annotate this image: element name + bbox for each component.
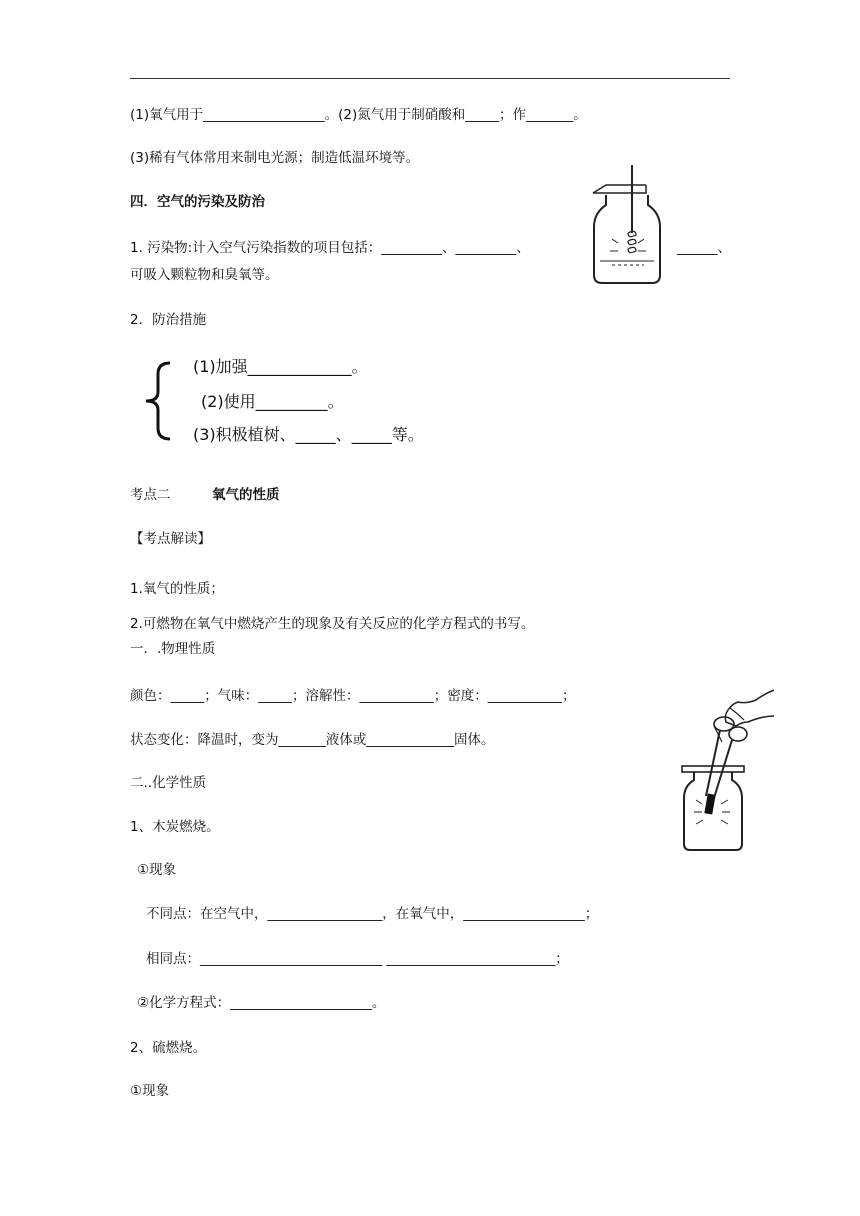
noble-gas-uses-line: (3)稀有气体常用来制电光源；制造低温环境等。	[130, 150, 420, 166]
prevention-heading: 2．防治措施	[130, 312, 207, 328]
measure-1: (1)加强_____________。	[193, 357, 368, 376]
sulfur-burning-heading: 2、硫燃烧。	[130, 1040, 207, 1056]
oxygen-nitrogen-uses-line: (1)氧气用于__________________。(2)氮气用于制硝酸和_____；作_______。	[130, 107, 587, 123]
pollutants-line-tail: ______、	[677, 240, 731, 256]
charcoal-phenomenon-label: ①现象	[137, 862, 177, 878]
left-brace-icon	[140, 360, 176, 442]
charcoal-differences-line: 不同点：在空气中，_________________，在氧气中，__________________；	[146, 906, 599, 922]
state-change-line: 状态变化：降温时，变为_______液体或_____________固体。	[130, 732, 495, 748]
section-four-heading: 四．空气的污染及防治	[130, 194, 265, 210]
gas-jar-spiral-icon	[588, 163, 668, 285]
sulfur-phenomenon-label: ①现象	[130, 1083, 170, 1099]
measure-2: (2)使用_________。	[201, 392, 344, 411]
physical-properties-heading: 一．.物理性质	[130, 641, 216, 657]
physical-properties-line: 颜色：_____；气味：_____；溶解性：___________；密度：___________；	[130, 688, 576, 704]
exam-point-title: 氧气的性质	[212, 487, 280, 503]
header-rule	[130, 78, 730, 79]
reading-item-2: 2.可燃物在氧气中燃烧产生的现象及有关反应的化学方程式的书写。	[130, 616, 535, 632]
gas-jar-tongs-icon	[676, 686, 780, 854]
charcoal-burning-heading: 1、木炭燃烧。	[130, 819, 220, 835]
pollutants-line: 1. 污染物:计入空气污染指数的项目包括：_________、_________、	[130, 240, 530, 256]
exam-reading-heading: 【考点解读】	[130, 531, 211, 547]
charcoal-equation-line: ②化学方程式：_____________________。	[137, 995, 386, 1011]
exam-point-label: 考点二	[130, 487, 171, 503]
reading-item-1: 1.氧气的性质；	[130, 581, 224, 597]
chemical-properties-heading: 二..化学性质	[130, 775, 207, 791]
charcoal-similarities-line: 相同点：___________________________ _________________________；	[146, 951, 569, 967]
pollutants-line-cont: 可吸入颗粒物和臭氧等。	[130, 267, 279, 283]
measure-3: (3)积极植树、_____、_____等。	[193, 425, 424, 444]
